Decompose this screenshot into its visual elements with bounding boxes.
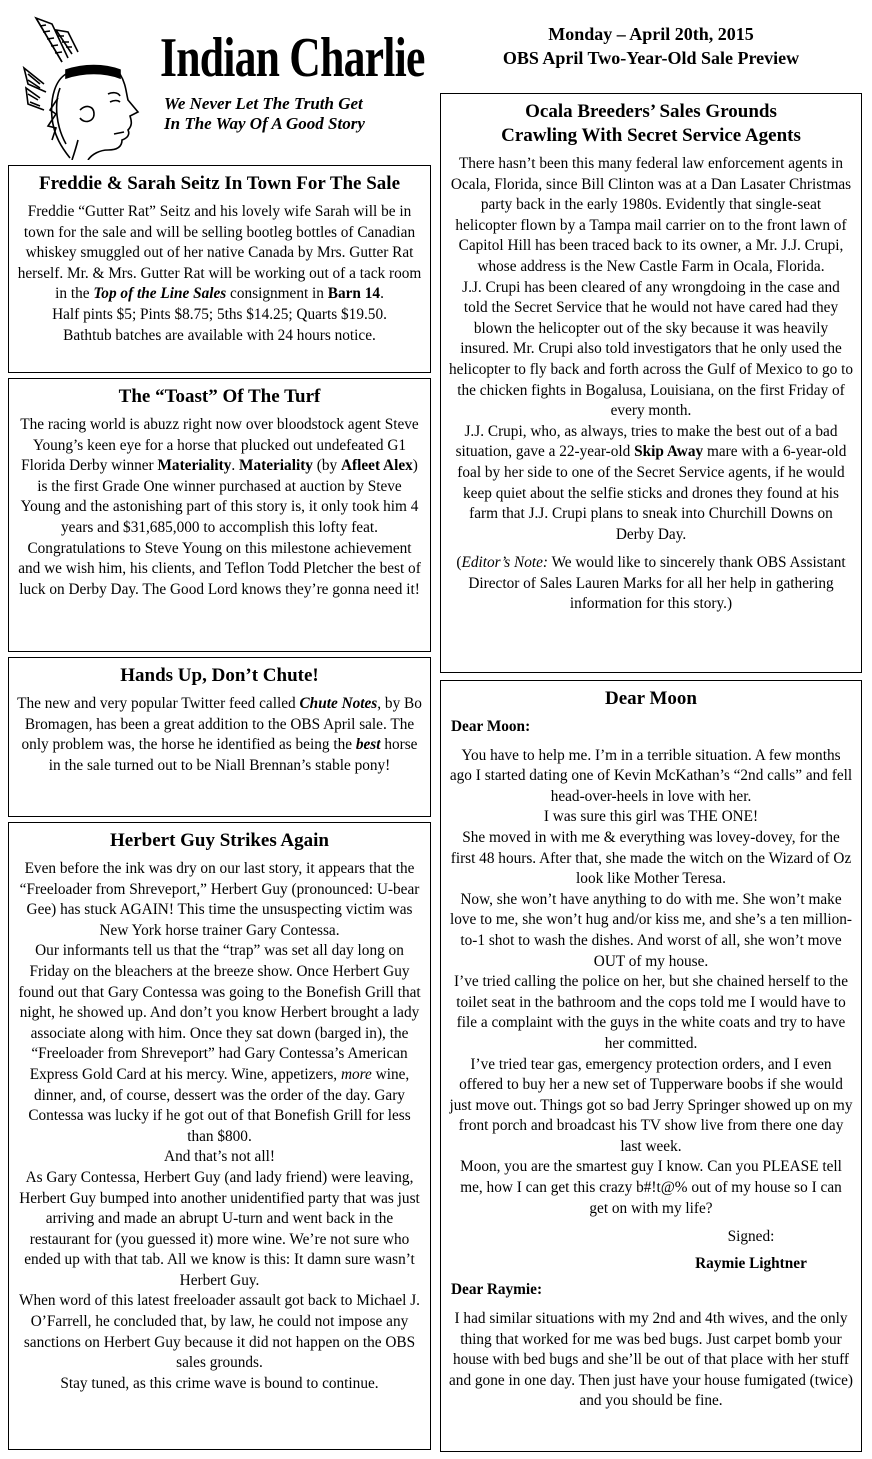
article-body: And that’s not all! bbox=[164, 1148, 275, 1166]
text: horse in the sale turned out to be Niall Brennan’s stable pony! bbox=[48, 736, 418, 774]
article-ocala bbox=[440, 93, 862, 673]
emphasis-text: Chute Notes bbox=[299, 695, 378, 712]
article-dear-moon bbox=[440, 680, 862, 1452]
text: Our informants tell us that the “trap” was set all day long on Friday on the bleachers at the breeze show. Once Herbert Guy found out that Gary Contessa was going to the Bonefish Grill that night, he showed up. And don’t you know Herbert brought a lady associate along with him. Once they sat down (barged in), the “Freeloader from Shreveport” had Gary Contessa’s American Express Gold Card at his mercy. Wine, appetizers, bbox=[18, 942, 421, 1083]
article-body bbox=[17, 202, 422, 305]
dateline bbox=[440, 22, 862, 70]
text: ) is the first Grade One winner purchased at auction by Steve Young and the astonishing part of this story is, it only took him 4 years and $31,685,000 to accomplish this lofty feat. Congratulations to Steve Young on this milestone achievement and we wish him, his clients, and Teflon Todd Pletcher the best of luck on Derby Day. The Good Lord knows they’re gonna need it! bbox=[18, 457, 421, 598]
emphasis-text: best bbox=[355, 736, 381, 754]
article-chute bbox=[8, 657, 431, 817]
article-body: Stay tuned, as this crime wave is bound to continue. bbox=[60, 1374, 379, 1392]
article-body: Bathtub batches are available with 24 hours notice. bbox=[63, 326, 376, 344]
brand bbox=[160, 28, 430, 134]
issue-subtitle: OBS April Two-Year-Old Sale Preview bbox=[502, 48, 800, 68]
text: . bbox=[380, 285, 384, 303]
text: . bbox=[231, 457, 240, 475]
emphasis-text: Top of the Line Sales bbox=[93, 285, 227, 303]
article-heading: Hands Up, Don’t Chute! bbox=[120, 665, 319, 686]
article-body bbox=[17, 941, 422, 1147]
tagline-line-1: We Never Let The Truth Get bbox=[164, 94, 363, 113]
article-body: When word of this latest freeloader assault got back to Michael J. O’Farrell, he concluded that, by law, he could not impose any sanctions on Herbert Guy because it did not happen on the OBS sales grounds. bbox=[19, 1292, 420, 1372]
reply-salutation: Dear Raymie: bbox=[451, 1281, 543, 1299]
text: The racing world is abuzz right now over bloodstock agent Steve Young’s keen eye for a horse that plucked out undefeated G1 Florida Derby winner bbox=[20, 416, 419, 475]
text: consignment in bbox=[226, 285, 328, 303]
letter-body: You have to help me. I’m in a terrible situation. A few months ago I started dating one of Kevin McKathan’s “2nd calls” and fell head-over-heels in love with her. bbox=[449, 746, 853, 805]
article-body: Even before the ink was dry on our last story, it appears that the “Freeloader from Shreveport,” Herbert Guy (pronounced: U-bear Gee) has stuck AGAIN! This time the unsuspecting victim was New York horse trainer Gary Contessa. bbox=[19, 860, 420, 939]
letter-body: She moved in with me & everything was lovey-dovey, for the first 48 hours. After that, she made the witch on the Wizard of Oz look like Mother Teresa. bbox=[450, 828, 852, 888]
text: (by bbox=[312, 457, 341, 475]
letter-body: I’ve tried tear gas, emergency protection orders, and I even offered to buy her a new set of Tupperware boobs if she would just move out. Things got so bad Jerry Springer showed up on my front porch and broadcast his TV show live from there one day last week. bbox=[449, 1055, 853, 1155]
tagline-line-2: In The Way Of A Good Story bbox=[164, 114, 365, 133]
article-body bbox=[17, 415, 422, 600]
masthead-title: Indian Charlie bbox=[160, 27, 425, 89]
heading-line-1: Ocala Breeders’ Sales Grounds bbox=[525, 101, 777, 122]
bold-text: Afleet Alex bbox=[341, 457, 413, 475]
text: J.J. Crupi, who, as always, tries to make the best out of a bad situation, gave a 22-year-old bbox=[455, 422, 838, 461]
bold-text: Skip Away bbox=[634, 443, 704, 461]
bold-text: Materiality bbox=[239, 457, 313, 475]
editors-note bbox=[449, 553, 853, 615]
text: We would like to sincerely thank OBS Assistant Director of Sales Lauren Marks for all her help in gathering information for this story.) bbox=[468, 554, 846, 613]
indian-chief-logo-icon bbox=[22, 14, 154, 160]
emphasis-text: Editor’s Note: bbox=[461, 554, 549, 572]
article-toast bbox=[8, 378, 431, 652]
signer-name bbox=[449, 1254, 853, 1275]
masthead-tagline bbox=[164, 94, 430, 134]
letter-body: I was sure this girl was THE ONE! bbox=[543, 808, 759, 826]
text: The new and very popular Twitter feed called bbox=[17, 695, 300, 712]
text: wine, dinner, and, of course, dessert was the order of the day. Gary Contessa was lucky if he got out of that Bonefish Grill for less than $800. bbox=[28, 1065, 411, 1145]
bold-text: Barn 14 bbox=[327, 285, 381, 303]
article-body bbox=[17, 694, 422, 776]
article-body: There hasn’t been this many federal law enforcement agents in Ocala, Florida, since Bill Clinton was at a Dan Lasater Christmas party back in the early 1980s. Evidently that single-seat helicopter flown by a Tampa mail carrier on to the front lawn of Capitol Hill has been traced back to its owner, a Mr. J.J. Crupi, whose address is the New Castle Farm in Ocala, Florida. bbox=[450, 155, 852, 275]
article-heading: Herbert Guy Strikes Again bbox=[109, 830, 330, 851]
price-list: Half pints $5; Pints $8.75; 5ths $14.25; Quarts $19.50. bbox=[52, 305, 387, 323]
article-body: As Gary Contessa, Herbert Guy (and lady friend) were leaving, Herbert Guy bumped into another unidentified party that was just arriving and made an abrupt U-turn and went back in the restaurant for (you guessed it) more wine. We’re not sure who ended up with that tab. All we know is this: It damn sure wasn’t Herbert Guy. bbox=[19, 1168, 420, 1289]
text: ( bbox=[456, 554, 462, 572]
text: , by Bo Bromagen, has been a great addition to the OBS April sale. The only problem was, the horse he identified as being the bbox=[21, 695, 422, 754]
letter-body: Moon, you are the smartest guy I know. Can you PLEASE tell me, how I can get this crazy b#!t@% out of my house so I can get on with my life? bbox=[460, 1158, 842, 1217]
text: mare with a 6-year-old foal by her side to one of the Secret Service agents, if he would keep quiet about the selfie sticks and drones they found at his farm that J.J. Crupi plans to sneak into Churchill Downs on Derby Day. bbox=[457, 443, 847, 543]
signer-text: Raymie Lightner bbox=[695, 1254, 807, 1272]
text: Freddie “Gutter Rat” Seitz and his lovely wife Sarah will be in town for the sale and will be selling bootleg bottles of Canadian whiskey smuggled out of her native Canada by Mrs. Gutter Rat herself. Mr. & Mrs. Gutter Rat will be working out of a tack room in the bbox=[17, 203, 422, 303]
heading-line-2: Crawling With Secret Service Agents bbox=[501, 125, 801, 146]
bold-text: Materiality bbox=[157, 457, 232, 475]
article-body: J.J. Crupi has been cleared of any wrongdoing in the case and told the Secret Service that he would not have cared had they blown the helicopter out of the sky because it was heavily insured. Mr. Crupi also told investigators that he only used the helicopter to fly back and forth across the Gulf of Mexico to go to the chicken fights in Bogalusa, Louisiana, on the first Friday of every month. bbox=[449, 278, 853, 420]
letter-body: I’ve tried calling the police on her, but she chained herself to the toilet seat in the bathroom and the cops told me I would have to file a complaint with the guys in the white coats and try to have her committed. bbox=[454, 973, 848, 1052]
article-seitz bbox=[8, 165, 431, 373]
article-body bbox=[449, 422, 853, 546]
masthead bbox=[8, 8, 432, 160]
issue-date: Monday – April 20th, 2015 bbox=[548, 24, 754, 44]
article-heading: Dear Moon bbox=[605, 688, 697, 709]
letter-body: Now, she won’t have anything to do with me. She won’t make love to me, she won’t hug and/or kiss me, and she’s a ten million-to-1 shot to wash the dishes. And worst of all, she won’t move OUT of my house. bbox=[449, 890, 853, 970]
signed-label: Signed: bbox=[727, 1228, 775, 1246]
emphasis-text: more bbox=[340, 1065, 372, 1083]
salutation: Dear Moon: bbox=[451, 718, 531, 735]
article-heading bbox=[449, 100, 853, 148]
reply-body: I had similar situations with my 2nd and 4th wives, and the only thing that worked for me was bed bugs. Just carpet bomb your house with bed bugs and she’ll be out of that place with her stuff and gone in one day. Then just have your house fumigated (twice) and you should be fine. bbox=[449, 1310, 853, 1410]
article-heading: Freddie & Sarah Seitz In Town For The Sale bbox=[38, 173, 401, 194]
article-herbert bbox=[8, 822, 431, 1450]
article-heading: The “Toast” Of The Turf bbox=[118, 386, 321, 407]
